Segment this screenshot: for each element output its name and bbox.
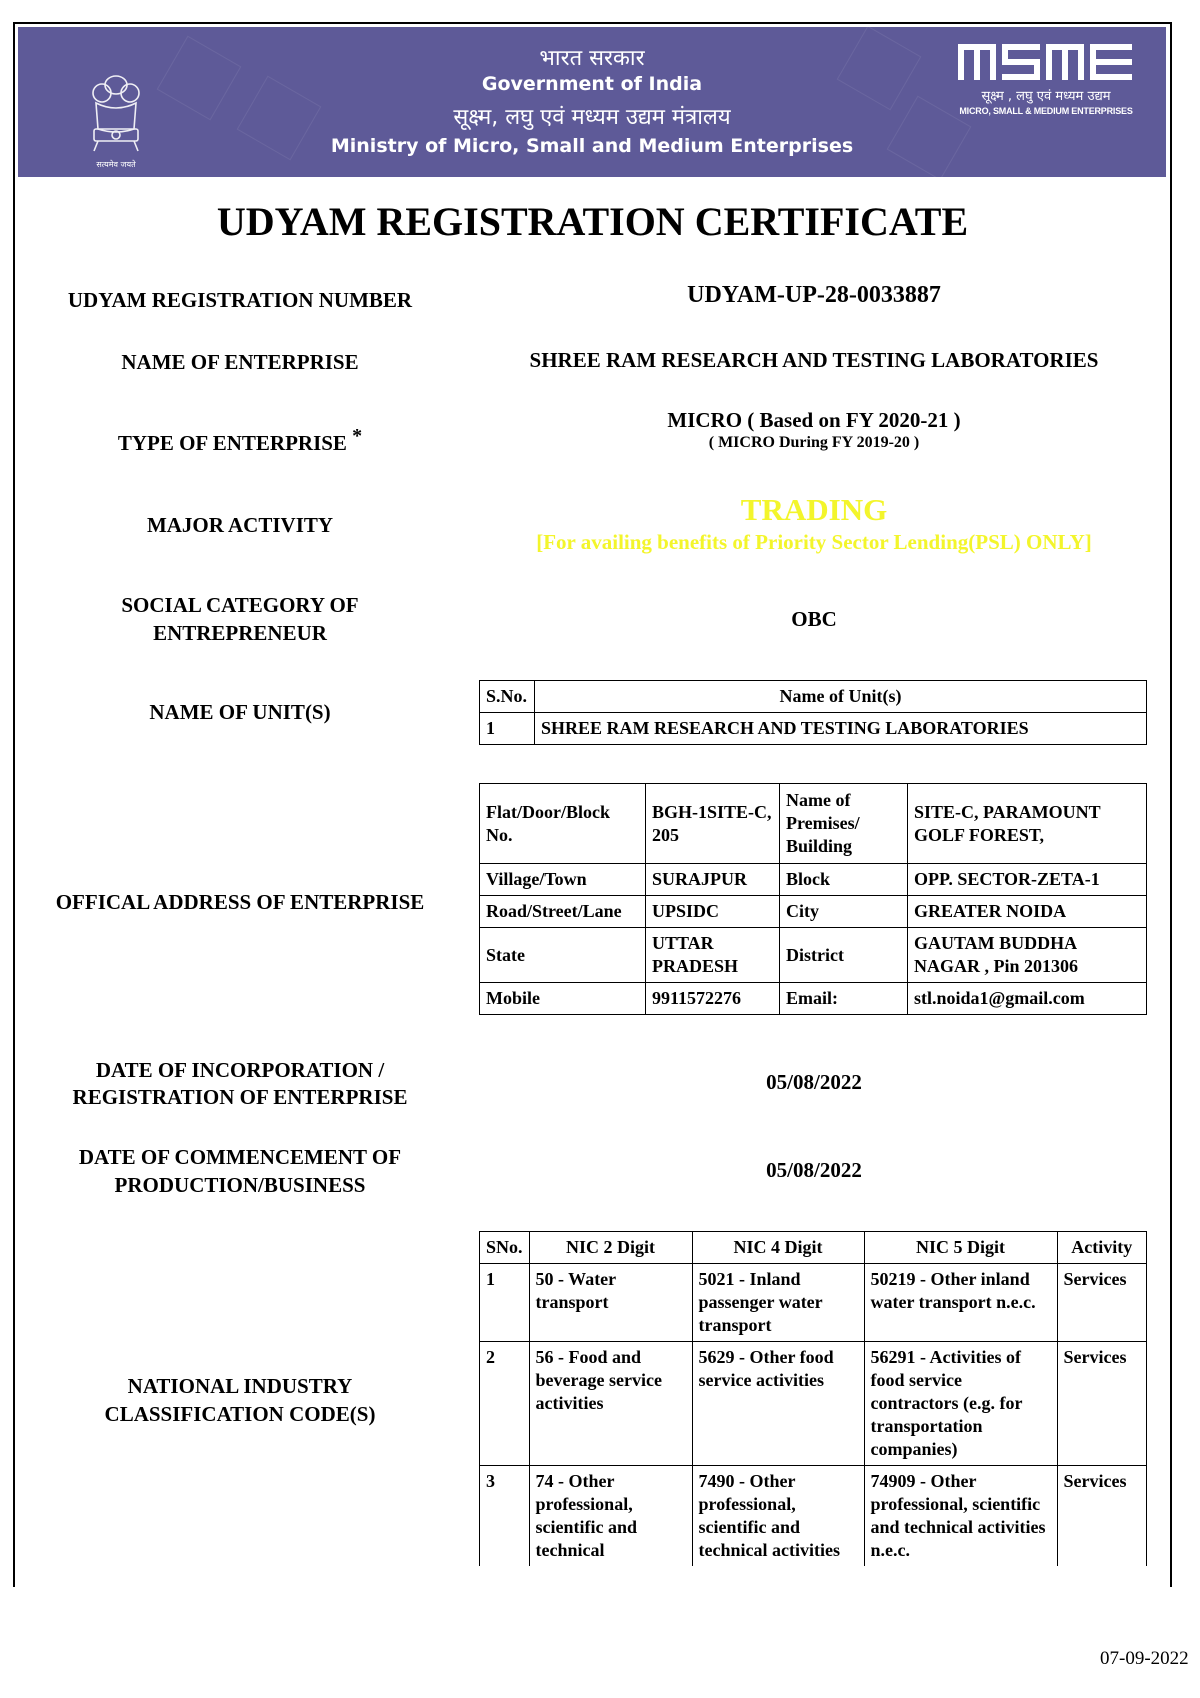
city-value: GREATER NOIDA (908, 896, 1147, 928)
nic-4digit: 5629 - Other food service activities (692, 1342, 864, 1466)
nic-2digit: 74 - Other professional, scientific and technical (529, 1466, 692, 1567)
premises-label: Name of Premises/ Building (780, 784, 908, 864)
mobile-label: Mobile (480, 983, 646, 1015)
msme-logo-text: MSME (958, 42, 961, 43)
commencement-label-1: DATE OF COMMENCEMENT OF (78, 1145, 402, 1169)
units-label: NAME OF UNIT(S) (149, 700, 331, 724)
units-col-name: Name of Unit(s) (535, 681, 1147, 713)
table-row (480, 928, 1147, 983)
nic-2digit: 50 - Water transport (529, 1264, 692, 1342)
enterprise-type-label-text: TYPE OF ENTERPRISE (117, 431, 347, 455)
nic-sno: 1 (480, 1264, 530, 1342)
village-label: Village/Town (480, 864, 646, 896)
nic-2digit: 56 - Food and beverage service activities (529, 1342, 692, 1466)
asterisk: * (352, 425, 363, 447)
table-row (480, 784, 1147, 864)
nic-col-sno: SNo. (480, 1232, 530, 1264)
block-value: OPP. SECTOR-ZETA-1 (908, 864, 1147, 896)
road-value: UPSIDC (646, 896, 780, 928)
table-row (480, 864, 1147, 896)
flat-label: Flat/Door/Block No. (480, 784, 646, 864)
nic-sno: 3 (480, 1466, 530, 1567)
village-value: SURAJPUR (646, 864, 780, 896)
nic-table (479, 1231, 1147, 1566)
road-label: Road/Street/Lane (480, 896, 646, 928)
nic-activity: Services (1057, 1264, 1146, 1342)
nic-5digit: 50219 - Other inland water transport n.e.c. (864, 1264, 1057, 1342)
msme-logo (958, 42, 1134, 82)
incorporation-label-2: REGISTRATION OF ENTERPRISE (72, 1085, 408, 1109)
banner-hindi-gov: भारत सरकार (539, 46, 645, 71)
table-row (480, 1466, 1147, 1567)
psl-note: [For availing benefits of Priority Sector Lending(PSL) ONLY] (536, 530, 1092, 554)
table-row (480, 1264, 1147, 1342)
enterprise-type-previous: ( MICRO During FY 2019-20 ) (708, 434, 920, 451)
table-row (480, 983, 1147, 1015)
address-table (479, 783, 1147, 1015)
certificate-title: UDYAM REGISTRATION CERTIFICATE (216, 199, 969, 244)
state-label: State (480, 928, 646, 983)
table-row (480, 713, 1147, 745)
nic-col-5digit: NIC 5 Digit (864, 1232, 1057, 1264)
msme-english-tagline: MICRO, SMALL & MEDIUM ENTERPRISES (959, 106, 1133, 116)
banner-gov-english: Government of India (481, 73, 703, 95)
emblem-motto: सत्यमेव जयते (96, 160, 136, 169)
banner-ministry-english: Ministry of Micro, Small and Medium Enterprises (330, 135, 854, 157)
major-activity: TRADING (740, 492, 888, 527)
nic-5digit: 74909 - Other professional, scientific and technical activities n.e.c. (864, 1466, 1057, 1567)
nic-label-1: NATIONAL INDUSTRY (127, 1374, 353, 1398)
district-value: GAUTAM BUDDHA NAGAR , Pin 201306 (908, 928, 1147, 983)
address-label: OFFICAL ADDRESS OF ENTERPRISE (55, 890, 425, 914)
incorporation-date: 05/08/2022 (766, 1070, 862, 1094)
unit-sno: 1 (480, 713, 535, 745)
enterprise-type-label (20, 422, 460, 457)
enterprise-name: SHREE RAM RESEARCH AND TESTING LABORATORIES (529, 348, 1099, 372)
registration-number-label: UDYAM REGISTRATION NUMBER (67, 288, 413, 312)
banner-hindi-ministry: सूक्ष्म, लघु एवं मध्यम उद्यम मंत्रालय (453, 105, 731, 130)
state-value: UTTAR PRADESH (646, 928, 780, 983)
nic-label-2: CLASSIFICATION CODE(S) (104, 1402, 376, 1426)
nic-col-4digit: NIC 4 Digit (692, 1232, 864, 1264)
nic-activity: Services (1057, 1466, 1146, 1567)
block-label: Block (780, 864, 908, 896)
table-row (480, 896, 1147, 928)
nic-col-2digit: NIC 2 Digit (529, 1232, 692, 1264)
mobile-value: 9911572276 (646, 983, 780, 1015)
email-value: stl.noida1@gmail.com (908, 983, 1147, 1015)
unit-name: SHREE RAM RESEARCH AND TESTING LABORATORIES (535, 713, 1147, 745)
nic-col-activity: Activity (1057, 1232, 1146, 1264)
major-activity-label: MAJOR ACTIVITY (146, 513, 334, 537)
print-date: 07-09-2022 (1100, 1648, 1189, 1669)
nic-4digit: 5021 - Inland passenger water transport (692, 1264, 864, 1342)
commencement-label-2: PRODUCTION/BUSINESS (114, 1173, 366, 1197)
units-table (479, 680, 1147, 745)
nic-4digit: 7490 - Other professional, scientific and technical activities (692, 1466, 864, 1567)
social-category: OBC (791, 607, 837, 631)
registration-number: UDYAM-UP-28-0033887 (687, 282, 941, 308)
incorporation-label-1: DATE OF INCORPORATION / (95, 1058, 385, 1082)
district-label: District (780, 928, 908, 983)
social-category-label-2: ENTREPRENEUR (153, 621, 327, 645)
enterprise-type: MICRO ( Based on FY 2020-21 ) (667, 408, 961, 432)
units-col-sno: S.No. (480, 681, 535, 713)
nic-activity: Services (1057, 1342, 1146, 1466)
nic-5digit: 56291 - Activities of food service contractors (e.g. for transportation companies) (864, 1342, 1057, 1466)
table-row (480, 1342, 1147, 1466)
email-label: Email: (780, 983, 908, 1015)
enterprise-name-label: NAME OF ENTERPRISE (121, 350, 359, 374)
city-label: City (780, 896, 908, 928)
commencement-date: 05/08/2022 (766, 1158, 862, 1182)
nic-sno: 2 (480, 1342, 530, 1466)
premises-value: SITE-C, PARAMOUNT GOLF FOREST, (908, 784, 1147, 864)
social-category-label-1: SOCIAL CATEGORY OF (121, 593, 359, 617)
flat-value: BGH-1SITE-C, 205 (646, 784, 780, 864)
msme-hindi-tagline: सूक्ष्म , लघु एवं मध्यम उद्यम (981, 89, 1111, 104)
